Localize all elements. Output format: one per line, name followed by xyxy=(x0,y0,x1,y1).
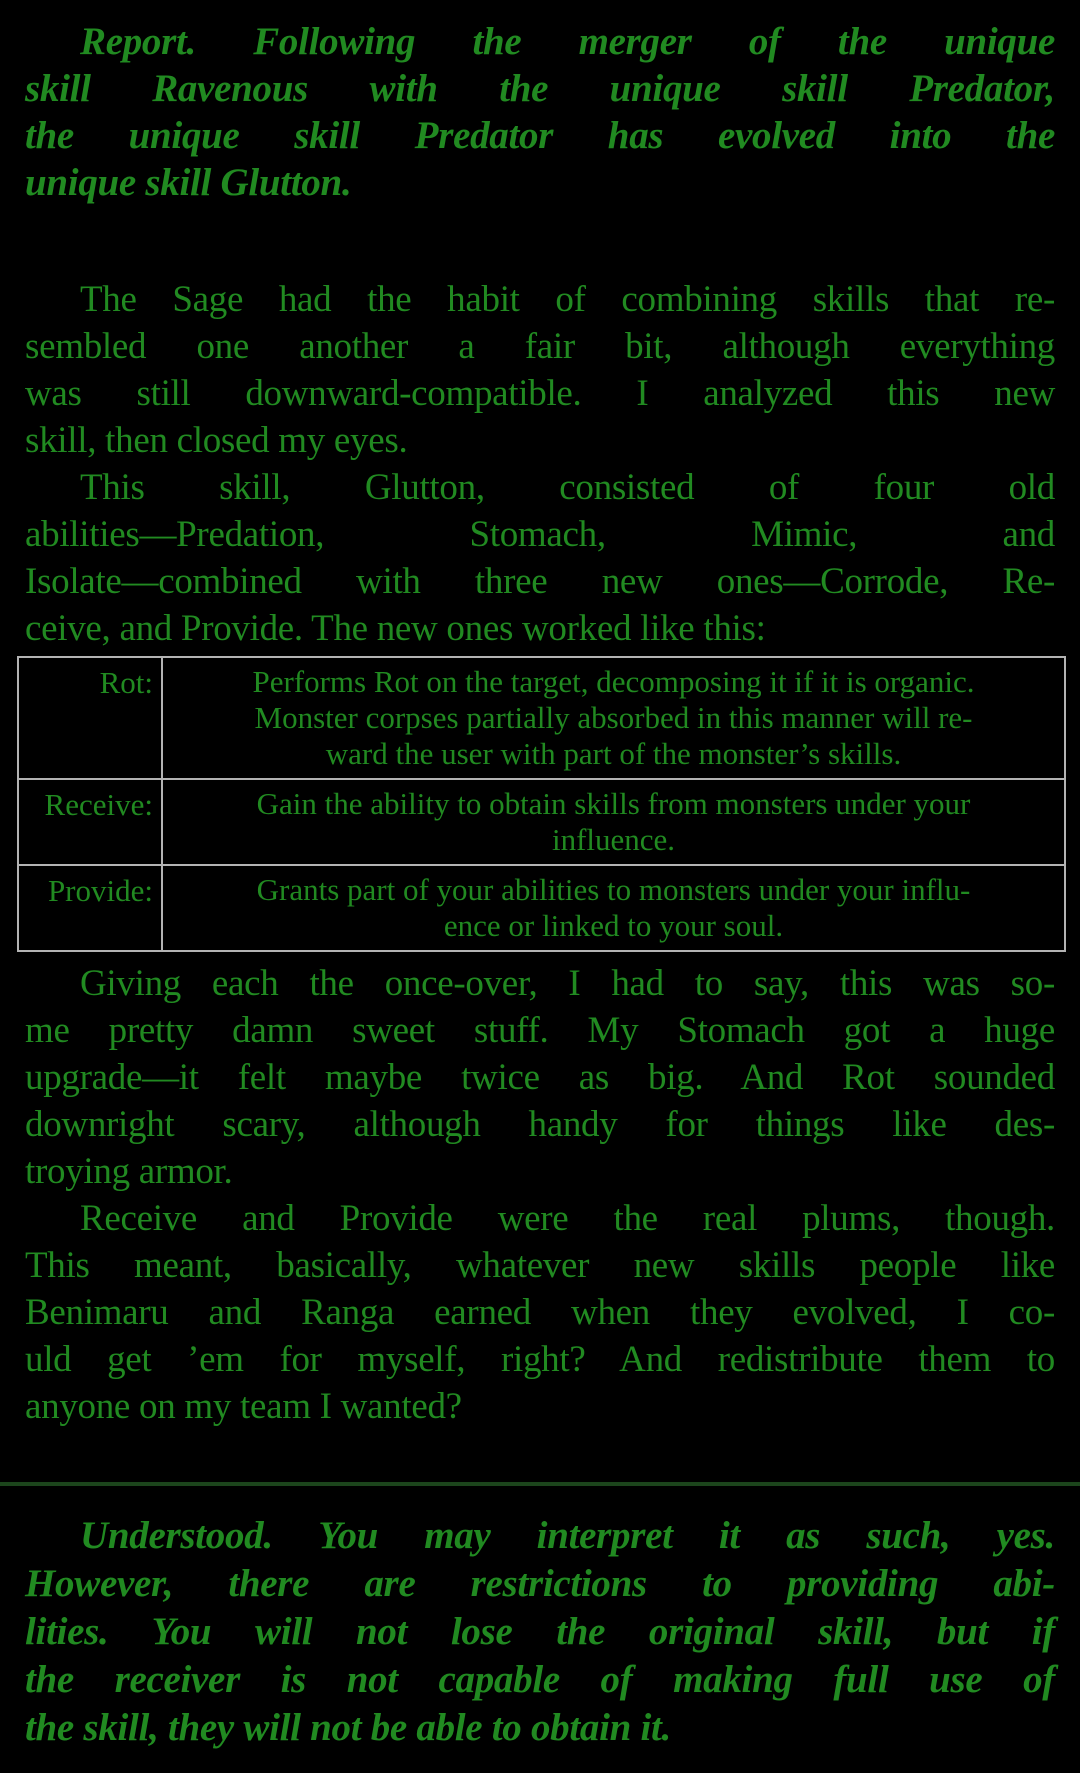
table-row-receive xyxy=(19,778,1064,864)
skill-description-rot: Performs Rot on the target, decomposing it if it is organic. Monster corpses partially absorbed in this manner will re- ward the user with part of the monster’s skills. xyxy=(252,664,975,771)
skill-table xyxy=(17,656,1066,952)
narration-paragraph-receive-provide: Receive and Provide were the real plums, though. This meant, basically, whatever new skills people like Benimaru and Ranga earned when they evolved, I co- uld get ’em for myself, right? And redistribute them to anyone on my team I wanted? xyxy=(25,1198,1055,1427)
skill-label-provide: Provide: xyxy=(19,866,163,950)
skill-label-receive: Receive: xyxy=(19,780,163,864)
skill-label-rot: Rot: xyxy=(19,658,163,778)
sage-report-quote-top: Report. Following the merger of the unique skill Ravenous with the unique skill Predator, the unique skill Predator has evolved into the unique skill Glutton. xyxy=(25,20,1055,204)
narration-paragraph-once-over: Giving each the once-over, I had to say, this was so- me pretty damn sweet stuff. My Stomach got a huge upgrade—it felt maybe twice as big. And Rot sounded downright scary, although handy for things like des- troying armor. xyxy=(25,963,1055,1192)
table-row-rot xyxy=(19,658,1064,778)
skill-description-receive: Gain the ability to obtain skills from monsters under your influence. xyxy=(256,786,971,857)
table-row-provide xyxy=(19,864,1064,950)
section-divider xyxy=(0,1482,1080,1486)
skill-description-provide: Grants part of your abilities to monsters under your influ- ence or linked to your soul. xyxy=(256,872,971,943)
narration-paragraph-glutton-composition: This skill, Glutton, consisted of four old abilities—Predation, Stomach, Mimic, and Isolate—combined with three new ones—Corrode, Re- ceive, and Provide. The new ones worked like this: xyxy=(25,467,1055,649)
sage-report-quote-bottom: Understood. You may interpret it as such, yes. However, there are restrictions to providing abi- lities. You will not lose the original skill, but if the receiver is not capable of making full use of the skill, they will not be able to obtain it. xyxy=(25,1514,1055,1749)
narration-paragraph-sage-habit: The Sage had the habit of combining skills that re- sembled one another a fair bit, although everything was still downward-compatible. I analyzed this new skill, then closed my eyes. xyxy=(25,279,1055,461)
